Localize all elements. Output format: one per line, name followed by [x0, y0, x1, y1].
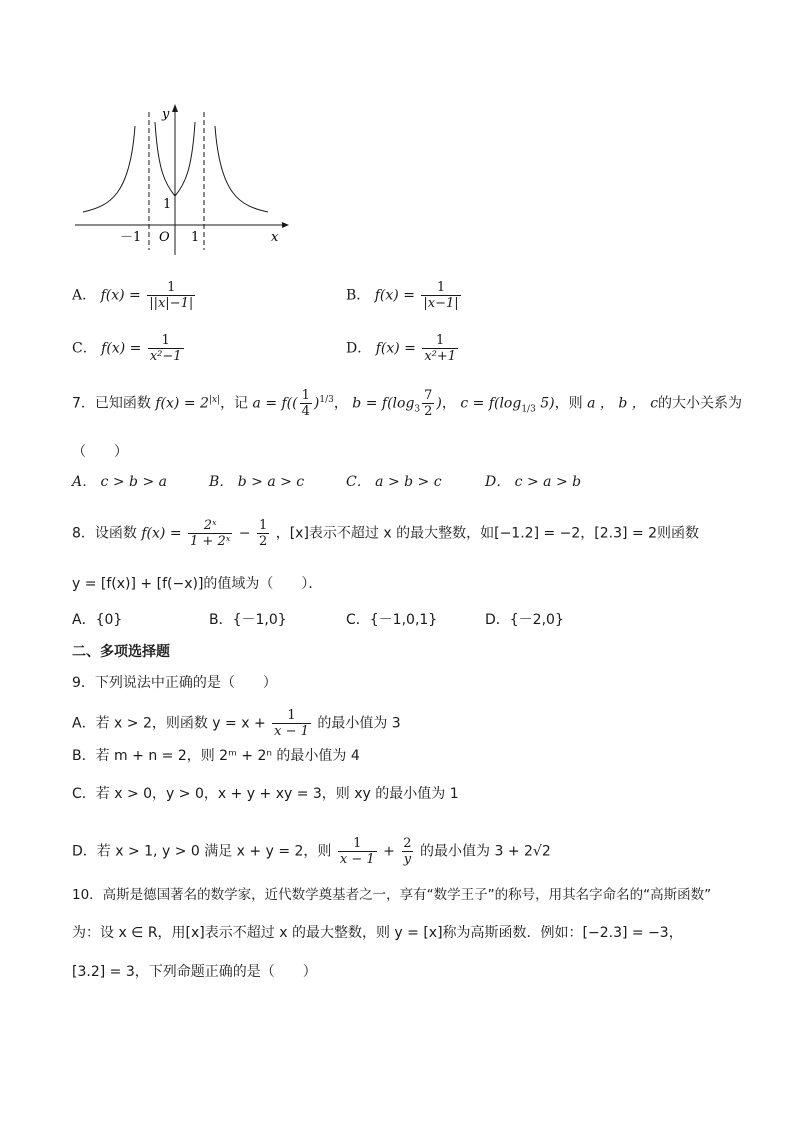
q7-option-b[interactable]: B． b > a > c — [209, 474, 305, 490]
q9-option-c[interactable]: C．若 x > 0，y > 0，x + y + xy = 3，则 xy 的最小值为 1 — [72, 786, 459, 802]
x-axis-arrow — [282, 222, 289, 228]
q7-stem: 7．已知函数 $f(x) = 2^{|x|}$，记 a = f(( $\frac{1}{4}$ )$^{1/3}$， $b = f(\log_3$ $\frac{7}{2}$ )， $c = f(\log_{1/3}$ 5)，则 a ， b ， c的大小关系为 — [72, 388, 743, 419]
q7-option-a[interactable]: A． c > b > a — [72, 474, 167, 490]
q10-line3: [3.2] = 3，下列命题正确的是（ ） — [72, 964, 317, 980]
curve-middle-left — [155, 122, 175, 196]
function-graph — [70, 100, 300, 260]
q6-option-a[interactable]: A． f(x) = $\frac{1}{||x|-1|}$ — [72, 280, 194, 311]
curve-right-outer — [215, 126, 268, 212]
q6-option-c[interactable]: C． f(x) = $\frac{1}{\text{x²−1}}$ — [72, 333, 182, 364]
x-label: x — [271, 230, 279, 245]
neg-one-label: －1 — [120, 230, 142, 245]
q9-option-d[interactable]: D．若 x > 1, y > 0 满足 x + y = 2，则 $\frac{1}{x - 1}$ + $\frac{2}{y}$ 的最小值为 3 + 2√2 — [72, 836, 551, 867]
q8-option-b[interactable]: B．{－1,0} — [209, 612, 287, 628]
q9-option-b[interactable]: B．若 m + n = 2，则 2ᵐ + 2ⁿ 的最小值为 4 — [72, 748, 360, 764]
q6-option-b[interactable]: B． f(x) = $\frac{1}{|x-1|}$ — [346, 280, 459, 311]
origin-label: O — [159, 230, 170, 245]
y-label: y — [162, 107, 170, 122]
q7-option-c[interactable]: C． a > b > c — [346, 474, 442, 490]
q9-stem: 9．下列说法中正确的是（ ） — [72, 675, 277, 691]
y-one-label: 1 — [163, 197, 172, 212]
curve-left-outer — [83, 126, 135, 212]
q8-option-a[interactable]: A．{0} — [72, 612, 123, 628]
q10-line1: 10．高斯是德国著名的数学家，近代数学奠基者之一，享有“数学王子”的称号，用其名字命名的“高斯函数” — [72, 887, 712, 903]
section-heading: 二、多项选择题 — [72, 644, 170, 660]
q8-option-c[interactable]: C．{－1,0,1} — [346, 612, 438, 628]
q7-paren: （ ） — [72, 444, 128, 460]
q8-option-d[interactable]: D．{－2,0} — [485, 612, 564, 628]
q8-line2: y = [f(x)] + [f(−x)]的值域为（ ）． — [72, 576, 323, 592]
q6-a-fraction: $\frac{1}{||x|-1|}$ — [149, 280, 194, 311]
q7-option-d[interactable]: D． c > a > b — [485, 474, 582, 490]
q8-stem: 8．设函数 f(x) = $\frac{\text{2ˣ}}{\text{1 + 2ˣ}}$ − $\frac{1}{2}$ ，[x]表示不超过 x 的最大整数，如[−1.2] = −2，[2.3] = 2则函数 — [72, 518, 700, 549]
y-axis-arrow — [172, 104, 178, 112]
q6-c-fraction: $\frac{1}{\text{x²−1}}$ — [149, 333, 182, 364]
pos-one-label: 1 — [191, 230, 200, 245]
q9-option-a[interactable]: A．若 x > 2，则函数 y = x + $\frac{1}{x - 1}$ 的最小值为 3 — [72, 708, 401, 739]
curve-middle-right — [175, 122, 195, 196]
q6-option-d[interactable]: D． f(x) = $\frac{1}{\text{x²+1}}$ — [346, 333, 457, 364]
q10-line2: 为：设 x ∈ R，用[x]表示不超过 x 的最大整数，则 y = [x]称为高斯函数．例如：[−2.3] = −3， — [72, 925, 683, 941]
q6-d-fraction: $\frac{1}{\text{x²+1}}$ — [424, 333, 457, 364]
q6-b-fraction: $\frac{1}{|x-1|}$ — [423, 280, 459, 311]
